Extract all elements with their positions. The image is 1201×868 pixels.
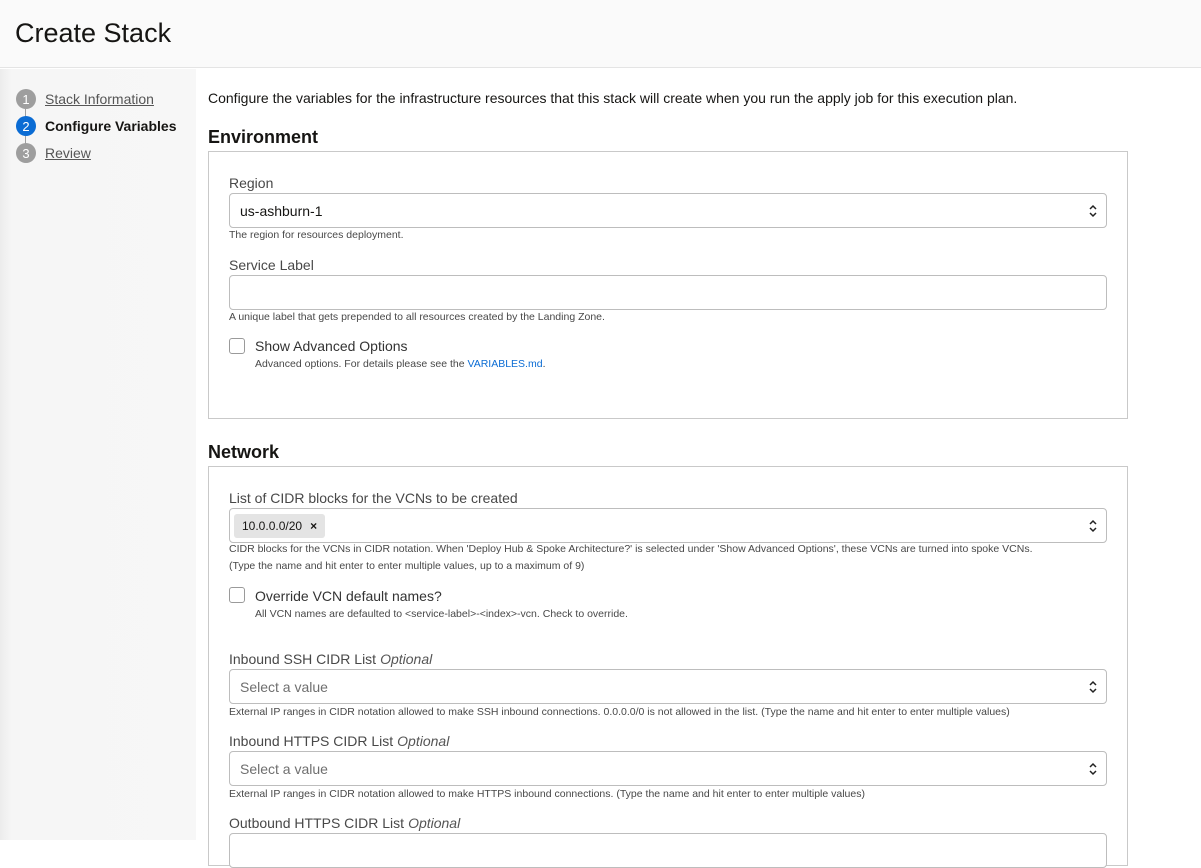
chevron-updown-icon xyxy=(1088,761,1098,777)
region-select[interactable] xyxy=(229,193,1107,228)
service-label-help: A unique label that gets prepended to all resources created by the Landing Zone. xyxy=(229,311,605,323)
label-text: Inbound HTTPS CIDR List xyxy=(229,733,394,749)
section-title-environment: Environment xyxy=(208,127,319,147)
chevron-updown-icon xyxy=(1088,679,1098,695)
cidr-label: List of CIDR blocks for the VCNs to be created xyxy=(229,490,518,506)
advanced-options-label[interactable]: Show Advanced Options xyxy=(255,338,408,354)
step-label: Configure Variables xyxy=(45,118,177,134)
tag-label: 10.0.0.0/20 xyxy=(242,518,303,533)
section-title-network: Network xyxy=(208,442,280,462)
optional-tag: Optional xyxy=(397,733,450,749)
ssh-cidr-label xyxy=(229,651,432,667)
page-header xyxy=(0,0,1201,68)
placeholder: Select a value xyxy=(240,760,328,777)
cidr-tag xyxy=(234,514,325,538)
cidr-help-2: (Type the name and hit enter to enter multiple values, up to a maximum of 9) xyxy=(229,560,585,572)
help-text: . xyxy=(542,358,546,370)
cidr-multiselect[interactable] xyxy=(229,508,1107,543)
https-in-cidr-help: External IP ranges in CIDR notation allowed to make HTTPS inbound connections. (Type the name and hit enter to enter multiple values) xyxy=(229,788,865,800)
page-title: Create Stack xyxy=(15,18,172,48)
step-link[interactable]: Review xyxy=(45,145,91,161)
variables-md-link[interactable]: VARIABLES.md xyxy=(467,358,543,370)
placeholder: Select a value xyxy=(240,678,328,695)
chevron-updown-icon xyxy=(1088,518,1098,534)
steps-nav xyxy=(0,69,196,840)
https-out-cidr-select[interactable] xyxy=(229,833,1107,868)
region-help: The region for resources deployment. xyxy=(229,229,404,241)
region-value: us-ashburn-1 xyxy=(240,202,323,219)
ssh-cidr-help: External IP ranges in CIDR notation allowed to make SSH inbound connections. 0.0.0.0/0 is not allowed in the list. (Type the name and hit enter to enter multiple values) xyxy=(229,706,1010,718)
https-in-cidr-label xyxy=(229,733,449,749)
label-text: Outbound HTTPS CIDR List xyxy=(229,815,405,831)
step-number: 1 xyxy=(16,89,36,109)
service-label-label: Service Label xyxy=(229,257,314,273)
chevron-updown-icon xyxy=(1088,203,1098,219)
intro-text: Configure the variables for the infrastructure resources that this stack will create when you run the apply job for this execution plan. xyxy=(208,90,1018,106)
https-out-cidr-label xyxy=(229,815,460,831)
help-text: Advanced options. For details please see the xyxy=(255,358,468,370)
optional-tag: Optional xyxy=(380,651,433,667)
service-label-input[interactable] xyxy=(229,275,1107,310)
override-vcn-names-label[interactable]: Override VCN default names? xyxy=(255,588,442,604)
cidr-help: CIDR blocks for the VCNs in CIDR notation. When 'Deploy Hub & Spoke Architecture?' is selected under 'Show Advanced Options', these VCNs are turned into spoke VCNs. xyxy=(229,543,1033,555)
override-help: All VCN names are defaulted to <service-label>-<index>-vcn. Check to override. xyxy=(255,608,628,620)
advanced-options-help xyxy=(255,356,545,373)
step-number: 3 xyxy=(16,143,36,163)
step-stack-information[interactable] xyxy=(16,89,154,109)
override-vcn-names-checkbox[interactable] xyxy=(229,587,245,603)
advanced-options-checkbox[interactable] xyxy=(229,338,245,354)
https-in-cidr-select[interactable] xyxy=(229,751,1107,786)
optional-tag: Optional xyxy=(408,815,461,831)
step-number: 2 xyxy=(16,116,36,136)
step-link[interactable]: Stack Information xyxy=(45,91,154,107)
remove-tag-icon[interactable]: × xyxy=(310,518,318,533)
step-configure-variables xyxy=(16,116,176,136)
ssh-cidr-select[interactable] xyxy=(229,669,1107,704)
environment-panel xyxy=(208,151,1128,419)
region-label: Region xyxy=(229,175,274,191)
step-review[interactable] xyxy=(16,143,91,163)
network-panel xyxy=(208,466,1128,866)
label-text: Inbound SSH CIDR List xyxy=(229,651,377,667)
